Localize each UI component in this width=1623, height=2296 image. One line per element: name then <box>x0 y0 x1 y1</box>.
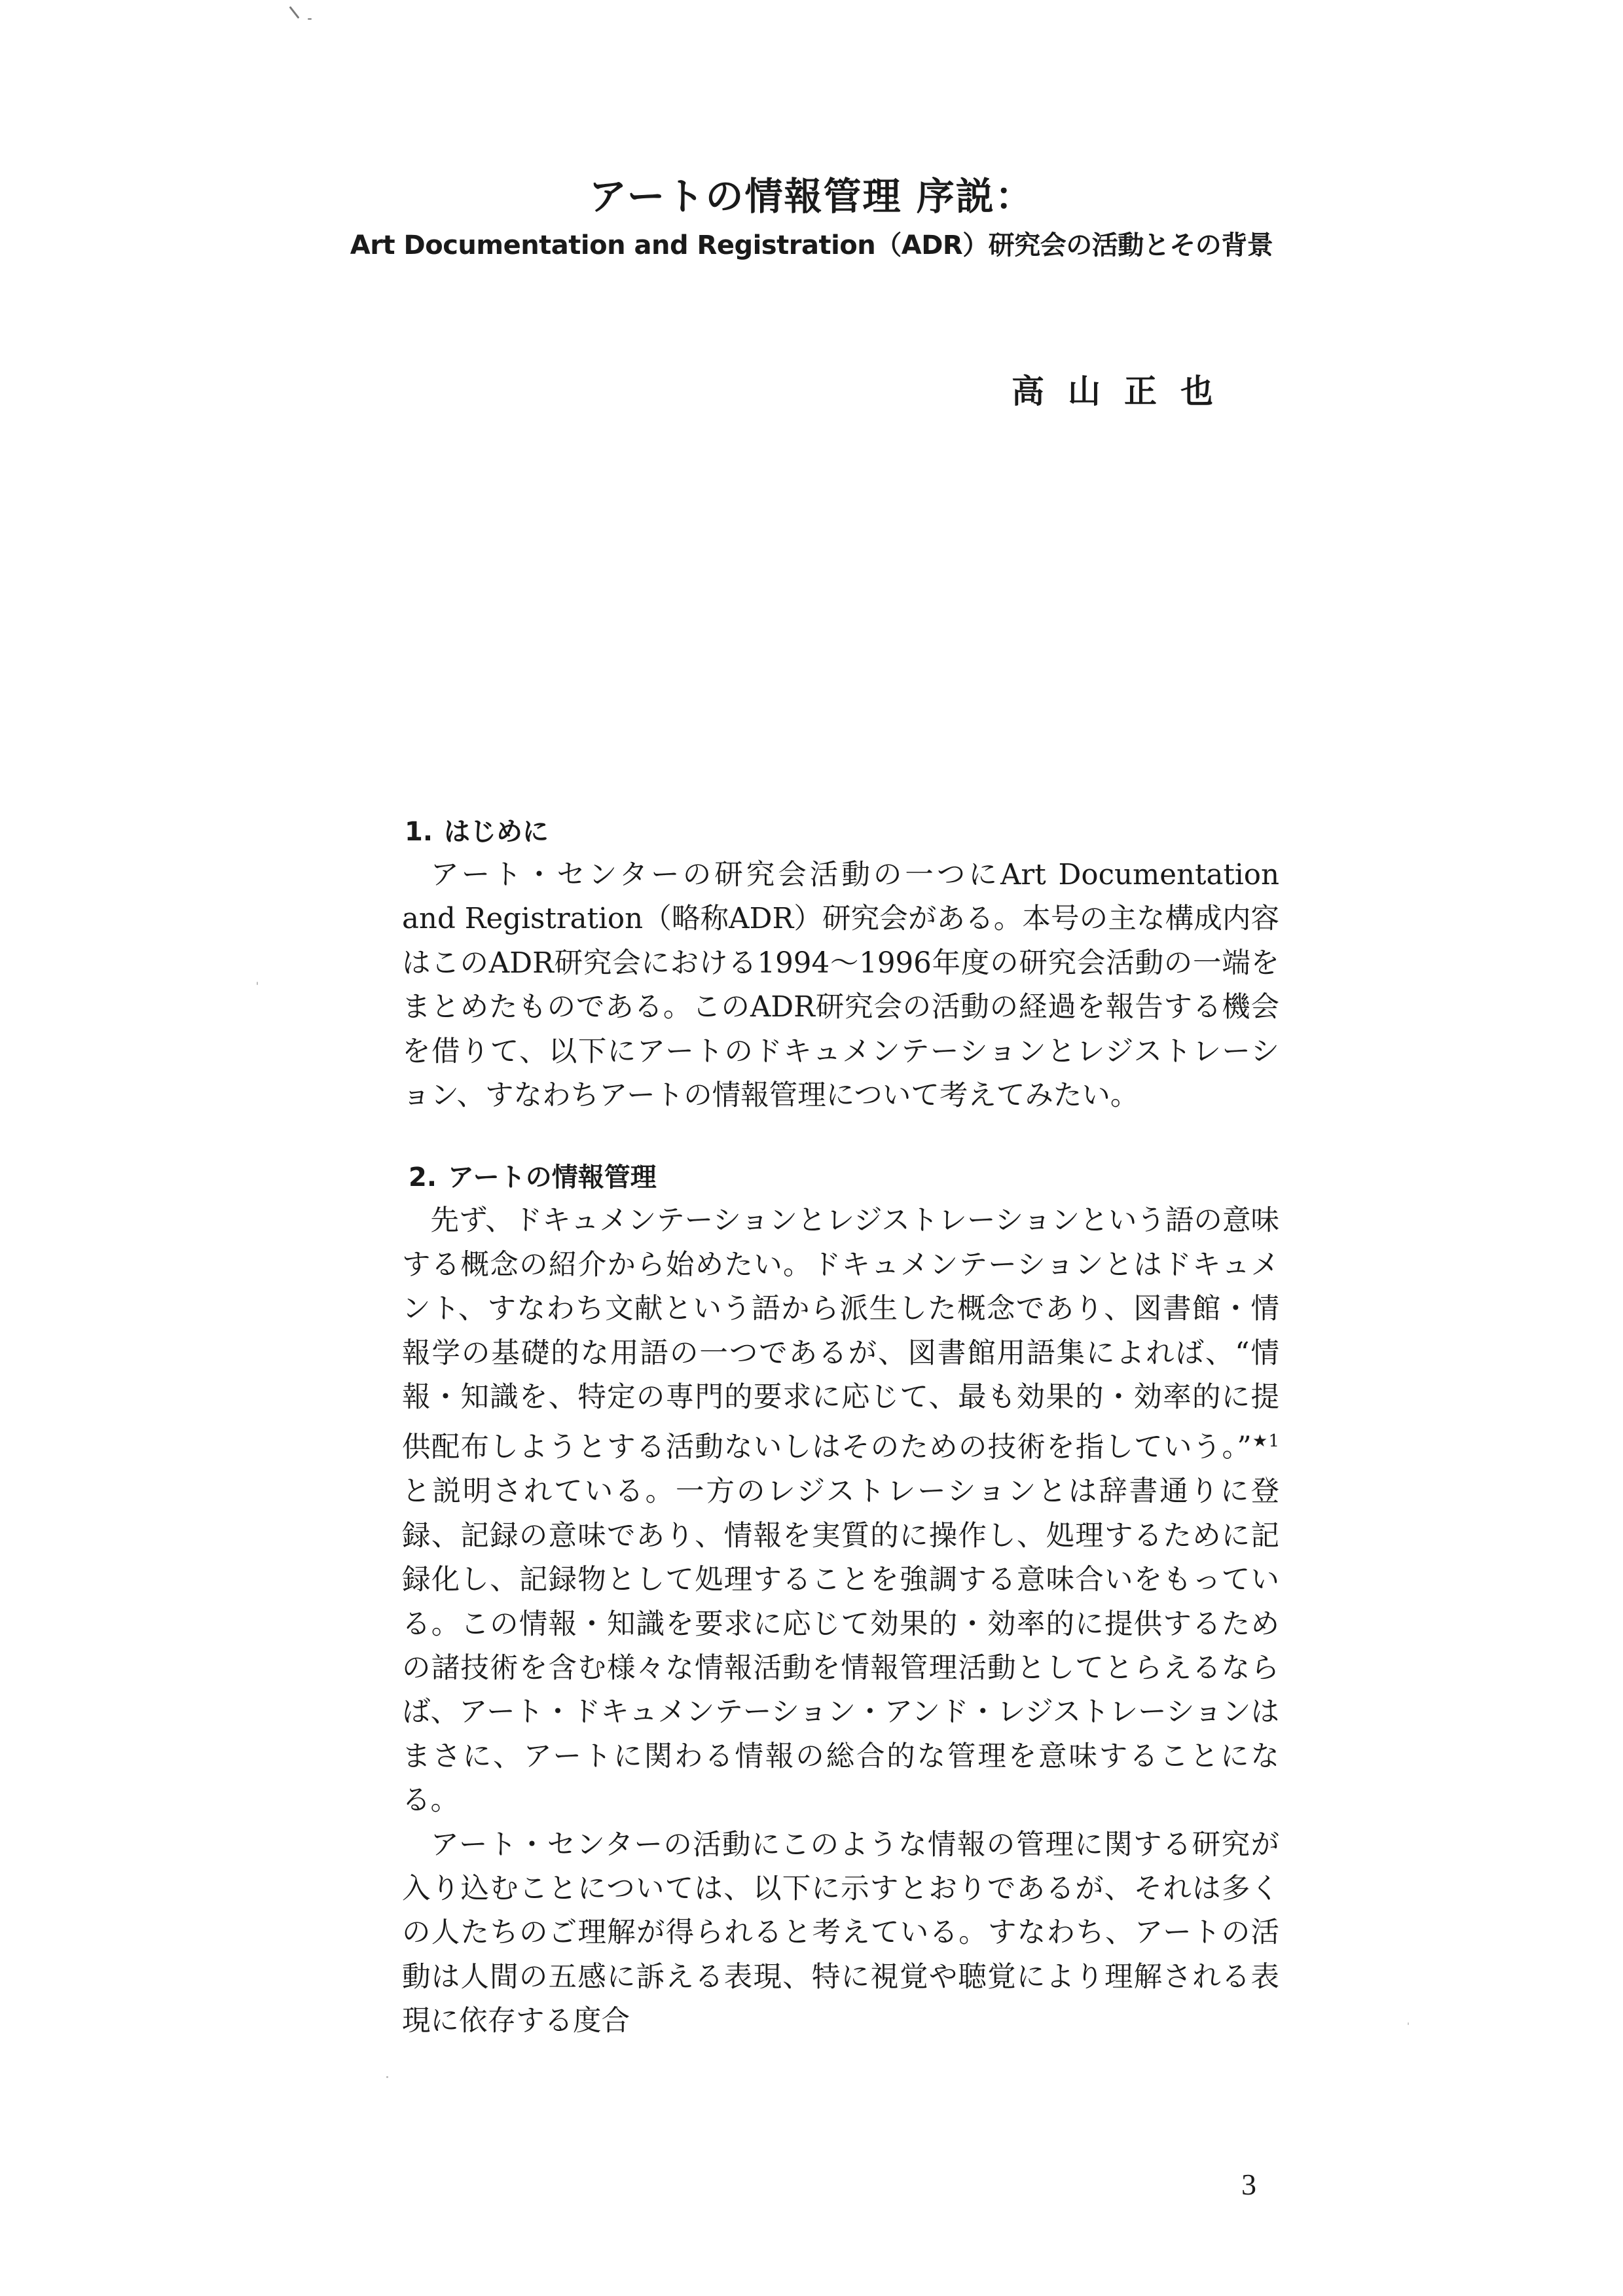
footnote-reference[interactable]: ★1 <box>1251 1431 1279 1452</box>
paragraph-2-part-2: と説明されている。一方のレジストレーションとは辞書通りに登録、記録の意味であり、情報を実質的に操作し、処理するために記録化し、記録物として処理することを強調する意味合いをもっている。この情報・知識を要求に応じて効果的・効率的に提供するための諸技術を含む様々な情報活動を情報管理活動としてとらえるならば、アート・ドキュメンテーション・アンド・レジストレーションはまさに、アートに関わる情報の総合的な管理を意味することになる。 <box>402 1475 1279 1818</box>
section-number-1: 1. <box>405 817 433 847</box>
article-title: アートの情報管理 序説： <box>589 174 1034 219</box>
title-block <box>0 169 1623 267</box>
section-heading-2 <box>402 1156 1279 1199</box>
section-heading-1 <box>402 810 1279 853</box>
scan-mark <box>1408 2022 1409 2025</box>
paragraph-2-part-1: 先ず、ドキュメンテーションとレジストレーションという語の意味する概念の紹介から始めたい。ドキュメンテーションとはドキュメント、すなわち文献という語から派生した概念であり、図書館・情報学の基礎的な用語の一つであるが、図書館用語集によれば、“情報・知識を、特定の専門的要求に応じて、最も効果的・効率的に提供配布しようとする活動ないしはそのための技術を指していう。” <box>402 1204 1279 1464</box>
scan-mark <box>386 2076 388 2078</box>
scan-mark <box>289 6 300 18</box>
page-number: 3 <box>1241 2168 1256 2201</box>
paragraph-1: アート・センターの研究会活動の一つにArt Documentation and Registration（略称ADR）研究会がある。本号の主な構成内容はこのADR研究会における1994〜1996年度の研究会活動の一端をまとめたものである。このADR研究会の活動の経過を報告する機会を借りて、以下にアートのドキュメンテーションとレジストレーション、すなわちアートの情報管理について考えてみたい。 <box>402 859 1279 1113</box>
scan-mark <box>308 18 312 20</box>
scan-mark <box>257 982 258 985</box>
paragraph-3: アート・センターの活動にこのような情報の管理に関する研究が入り込むことについては、以下に示すとおりであるが、それは多くの人たちのご理解が得られると考えている。すなわち、アートの活動は人間の五感に訴える表現、特に視覚や聴覚により理解される表現に依存する度合 <box>402 1828 1279 2038</box>
paragraph-2 <box>402 1199 1279 1823</box>
section-number-2: 2. <box>409 1162 437 1193</box>
section-title-2: アートの情報管理 <box>448 1162 657 1193</box>
author-name: 高山正也 <box>1012 372 1237 410</box>
article-subtitle: Art Documentation and Registration（ADR）研究会の活動とその背景 <box>350 230 1273 260</box>
section-title-1: はじめに <box>444 817 549 847</box>
article-body <box>402 810 1279 2044</box>
